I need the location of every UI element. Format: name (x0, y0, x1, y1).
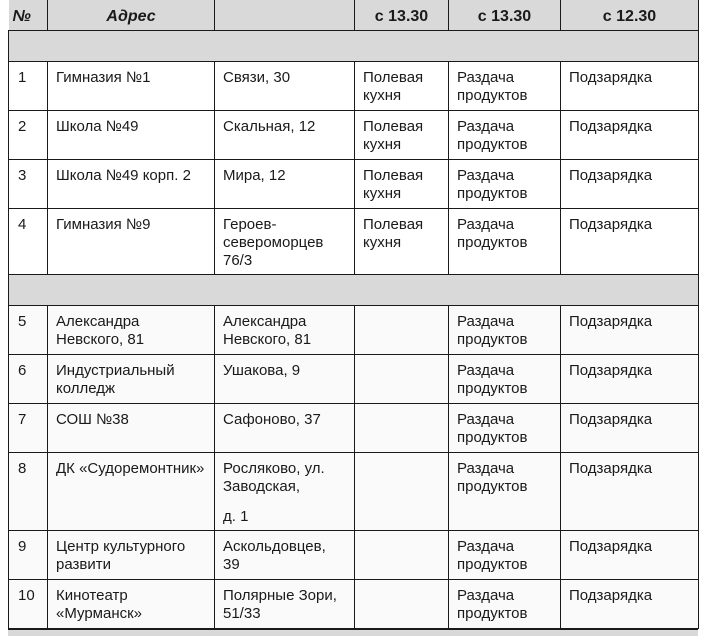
row-charge: Подзарядка (561, 531, 699, 580)
row-food: Раздача продуктов (449, 531, 561, 580)
table-row (9, 160, 699, 209)
header-name: Адрес (48, 0, 215, 31)
row-kitchen (355, 404, 449, 453)
section-divider (9, 31, 699, 62)
section-cell (9, 275, 699, 306)
table-header-row (9, 0, 699, 31)
row-name: Центр культурного развити (48, 531, 215, 580)
row-address: Героев-североморцев 76/3 (215, 209, 355, 275)
row-food: Раздача продуктов (449, 404, 561, 453)
row-address: Аскольдовцев, 39 (215, 531, 355, 580)
header-food-time: с 13.30 (449, 0, 561, 31)
row-kitchen (355, 306, 449, 355)
row-kitchen: Полевая кухня (355, 160, 449, 209)
row-charge: Подзарядка (561, 355, 699, 404)
row-charge: Подзарядка (561, 306, 699, 355)
row-address-extra: д. 1 (223, 508, 249, 525)
row-charge: Подзарядка (561, 209, 699, 275)
table-row (9, 453, 699, 531)
header-charge-time: с 12.30 (561, 0, 699, 31)
row-number: 7 (9, 404, 48, 453)
row-number: 9 (9, 531, 48, 580)
row-charge: Подзарядка (561, 580, 699, 629)
table-row (9, 209, 699, 275)
row-kitchen (355, 531, 449, 580)
row-address-line: Росляково, ул. Заводская, (223, 460, 325, 495)
row-food: Раздача продуктов (449, 580, 561, 629)
header-number: № (9, 0, 48, 31)
row-number: 6 (9, 355, 48, 404)
row-number: 4 (9, 209, 48, 275)
row-kitchen (355, 355, 449, 404)
row-food: Раздача продуктов (449, 160, 561, 209)
row-kitchen: Полевая кухня (355, 111, 449, 160)
row-name: Гимназия №9 (48, 209, 215, 275)
row-charge: Подзарядка (561, 111, 699, 160)
row-name: Александра Невского, 81 (48, 306, 215, 355)
row-charge: Подзарядка (561, 404, 699, 453)
row-kitchen: Полевая кухня (355, 209, 449, 275)
table-row (9, 404, 699, 453)
distribution-points-table (8, 0, 699, 629)
table-row (9, 580, 699, 629)
row-address: Связи, 30 (215, 62, 355, 111)
row-food: Раздача продуктов (449, 355, 561, 404)
row-name: Школа №49 (48, 111, 215, 160)
row-name: Кинотеатр «Мурманск» (48, 580, 215, 629)
table-row (9, 111, 699, 160)
row-address: Александра Невского, 81 (215, 306, 355, 355)
table-row (9, 355, 699, 404)
row-kitchen (355, 453, 449, 531)
row-number: 3 (9, 160, 48, 209)
row-number: 1 (9, 62, 48, 111)
row-address: Скальная, 12 (215, 111, 355, 160)
row-address (215, 453, 355, 531)
table-row (9, 62, 699, 111)
row-number: 2 (9, 111, 48, 160)
header-kitchen-time: с 13.30 (355, 0, 449, 31)
row-name: ДК «Судоремонтник» (48, 453, 215, 531)
row-number: 8 (9, 453, 48, 531)
row-food: Раздача продуктов (449, 62, 561, 111)
section-cell (9, 31, 699, 62)
row-number: 5 (9, 306, 48, 355)
row-food: Раздача продуктов (449, 111, 561, 160)
row-address: Сафоново, 37 (215, 404, 355, 453)
next-section-divider (8, 629, 698, 636)
row-name: Индустриальный колледж (48, 355, 215, 404)
row-number: 10 (9, 580, 48, 629)
table-row (9, 306, 699, 355)
header-address (215, 0, 355, 31)
row-address: Ушакова, 9 (215, 355, 355, 404)
row-charge: Подзарядка (561, 160, 699, 209)
row-name: Школа №49 корп. 2 (48, 160, 215, 209)
row-food: Раздача продуктов (449, 209, 561, 275)
row-kitchen (355, 580, 449, 629)
row-charge: Подзарядка (561, 62, 699, 111)
row-food: Раздача продуктов (449, 453, 561, 531)
row-food: Раздача продуктов (449, 306, 561, 355)
table-row (9, 531, 699, 580)
section-divider (9, 275, 699, 306)
row-charge: Подзарядка (561, 453, 699, 531)
row-name: СОШ №38 (48, 404, 215, 453)
row-address: Мира, 12 (215, 160, 355, 209)
row-name: Гимназия №1 (48, 62, 215, 111)
row-address: Полярные Зори, 51/33 (215, 580, 355, 629)
row-kitchen: Полевая кухня (355, 62, 449, 111)
